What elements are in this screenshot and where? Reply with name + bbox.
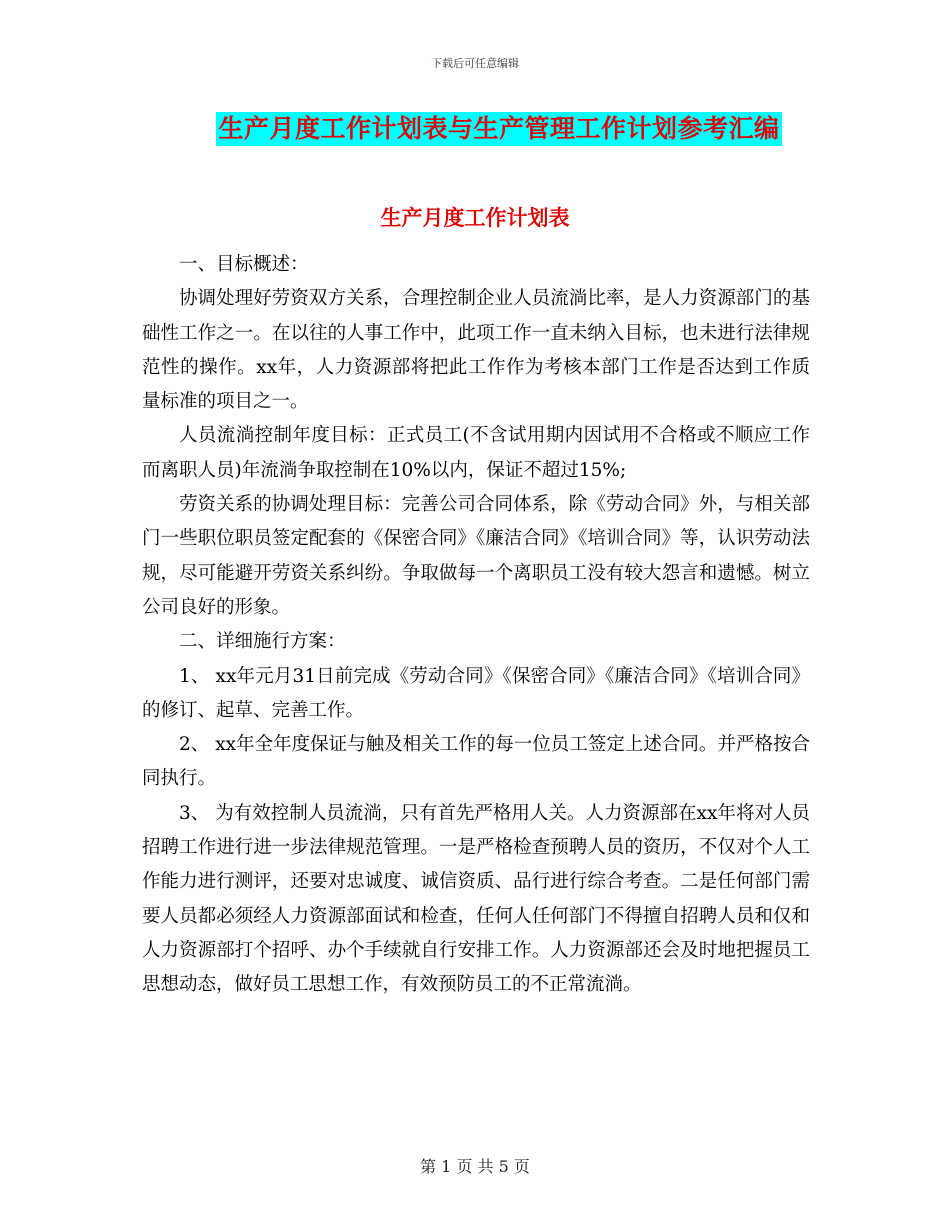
paragraph-heading-goals: 一、目标概述： (179, 254, 309, 275)
page-footer: 第 1 页 共 5 页 (420, 1157, 530, 1176)
header-note: 下载后可任意编辑 (431, 57, 519, 70)
body-text (142, 248, 810, 1003)
main-title-wrap (0, 112, 950, 146)
paragraph: 人员流淌控制年度目标：正式员工(不含试用期内因试用不合格或不顺应工作而离职人员)年流淌争取控制在10%以内，保证不超过15%; (142, 425, 810, 481)
list-item: 1、 xx年元月31日前完成《劳动合同》《保密合同》《廉洁合同》《培训合同》的修订、起草、完善工作。 (142, 665, 810, 721)
paragraph: 劳资关系的协调处理目标：完善公司合同体系，除《劳动合同》外，与相关部门一些职位职员签定配套的《保密合同》《廉洁合同》《培训合同》等，认识劳动法规，尽可能避开劳资关系纠纷。争取做每一个离职员工没有较大怨言和遗憾。树立公司良好的形象。 (142, 494, 810, 618)
section-title: 生产月度工作计划表 (380, 205, 570, 230)
paragraph-heading-plan: 二、详细施行方案： (179, 631, 346, 653)
list-item: 2、 xx年全年度保证与触及相关工作的每一位员工签定上述合同。并严格按合同执行。 (142, 734, 810, 790)
list-item: 3、 为有效控制人员流淌，只有首先严格用人关。人力资源部在xx年将对人员招聘工作进行进一步法律规范管理。一是严格检查预聘人员的资历，不仅对个人工作能力进行测评，还要对忠诚度、诚信资质、品行进行综合考查。二是任何部门需要人员都必须经人力资源部面试和检查，任何人任何部门不得擅自招聘人员和仅和人力资源部打个招呼、办个手续就自行安排工作。人力资源部还会及时地把握员工思想动态，做好员工思想工作，有效预防员工的不正常流淌。 (142, 802, 810, 996)
paragraph: 协调处理好劳资双方关系，合理控制企业人员流淌比率，是人力资源部门的基础性工作之一。在以往的人事工作中，此项工作一直未纳入目标，也未进行法律规范性的操作。xx年，人力资源部将把此工作作为考核本部门工作是否达到工作质量标准的项目之一。 (142, 288, 810, 413)
main-title: 生产月度工作计划表与生产管理工作计划参考汇编 (216, 112, 781, 146)
